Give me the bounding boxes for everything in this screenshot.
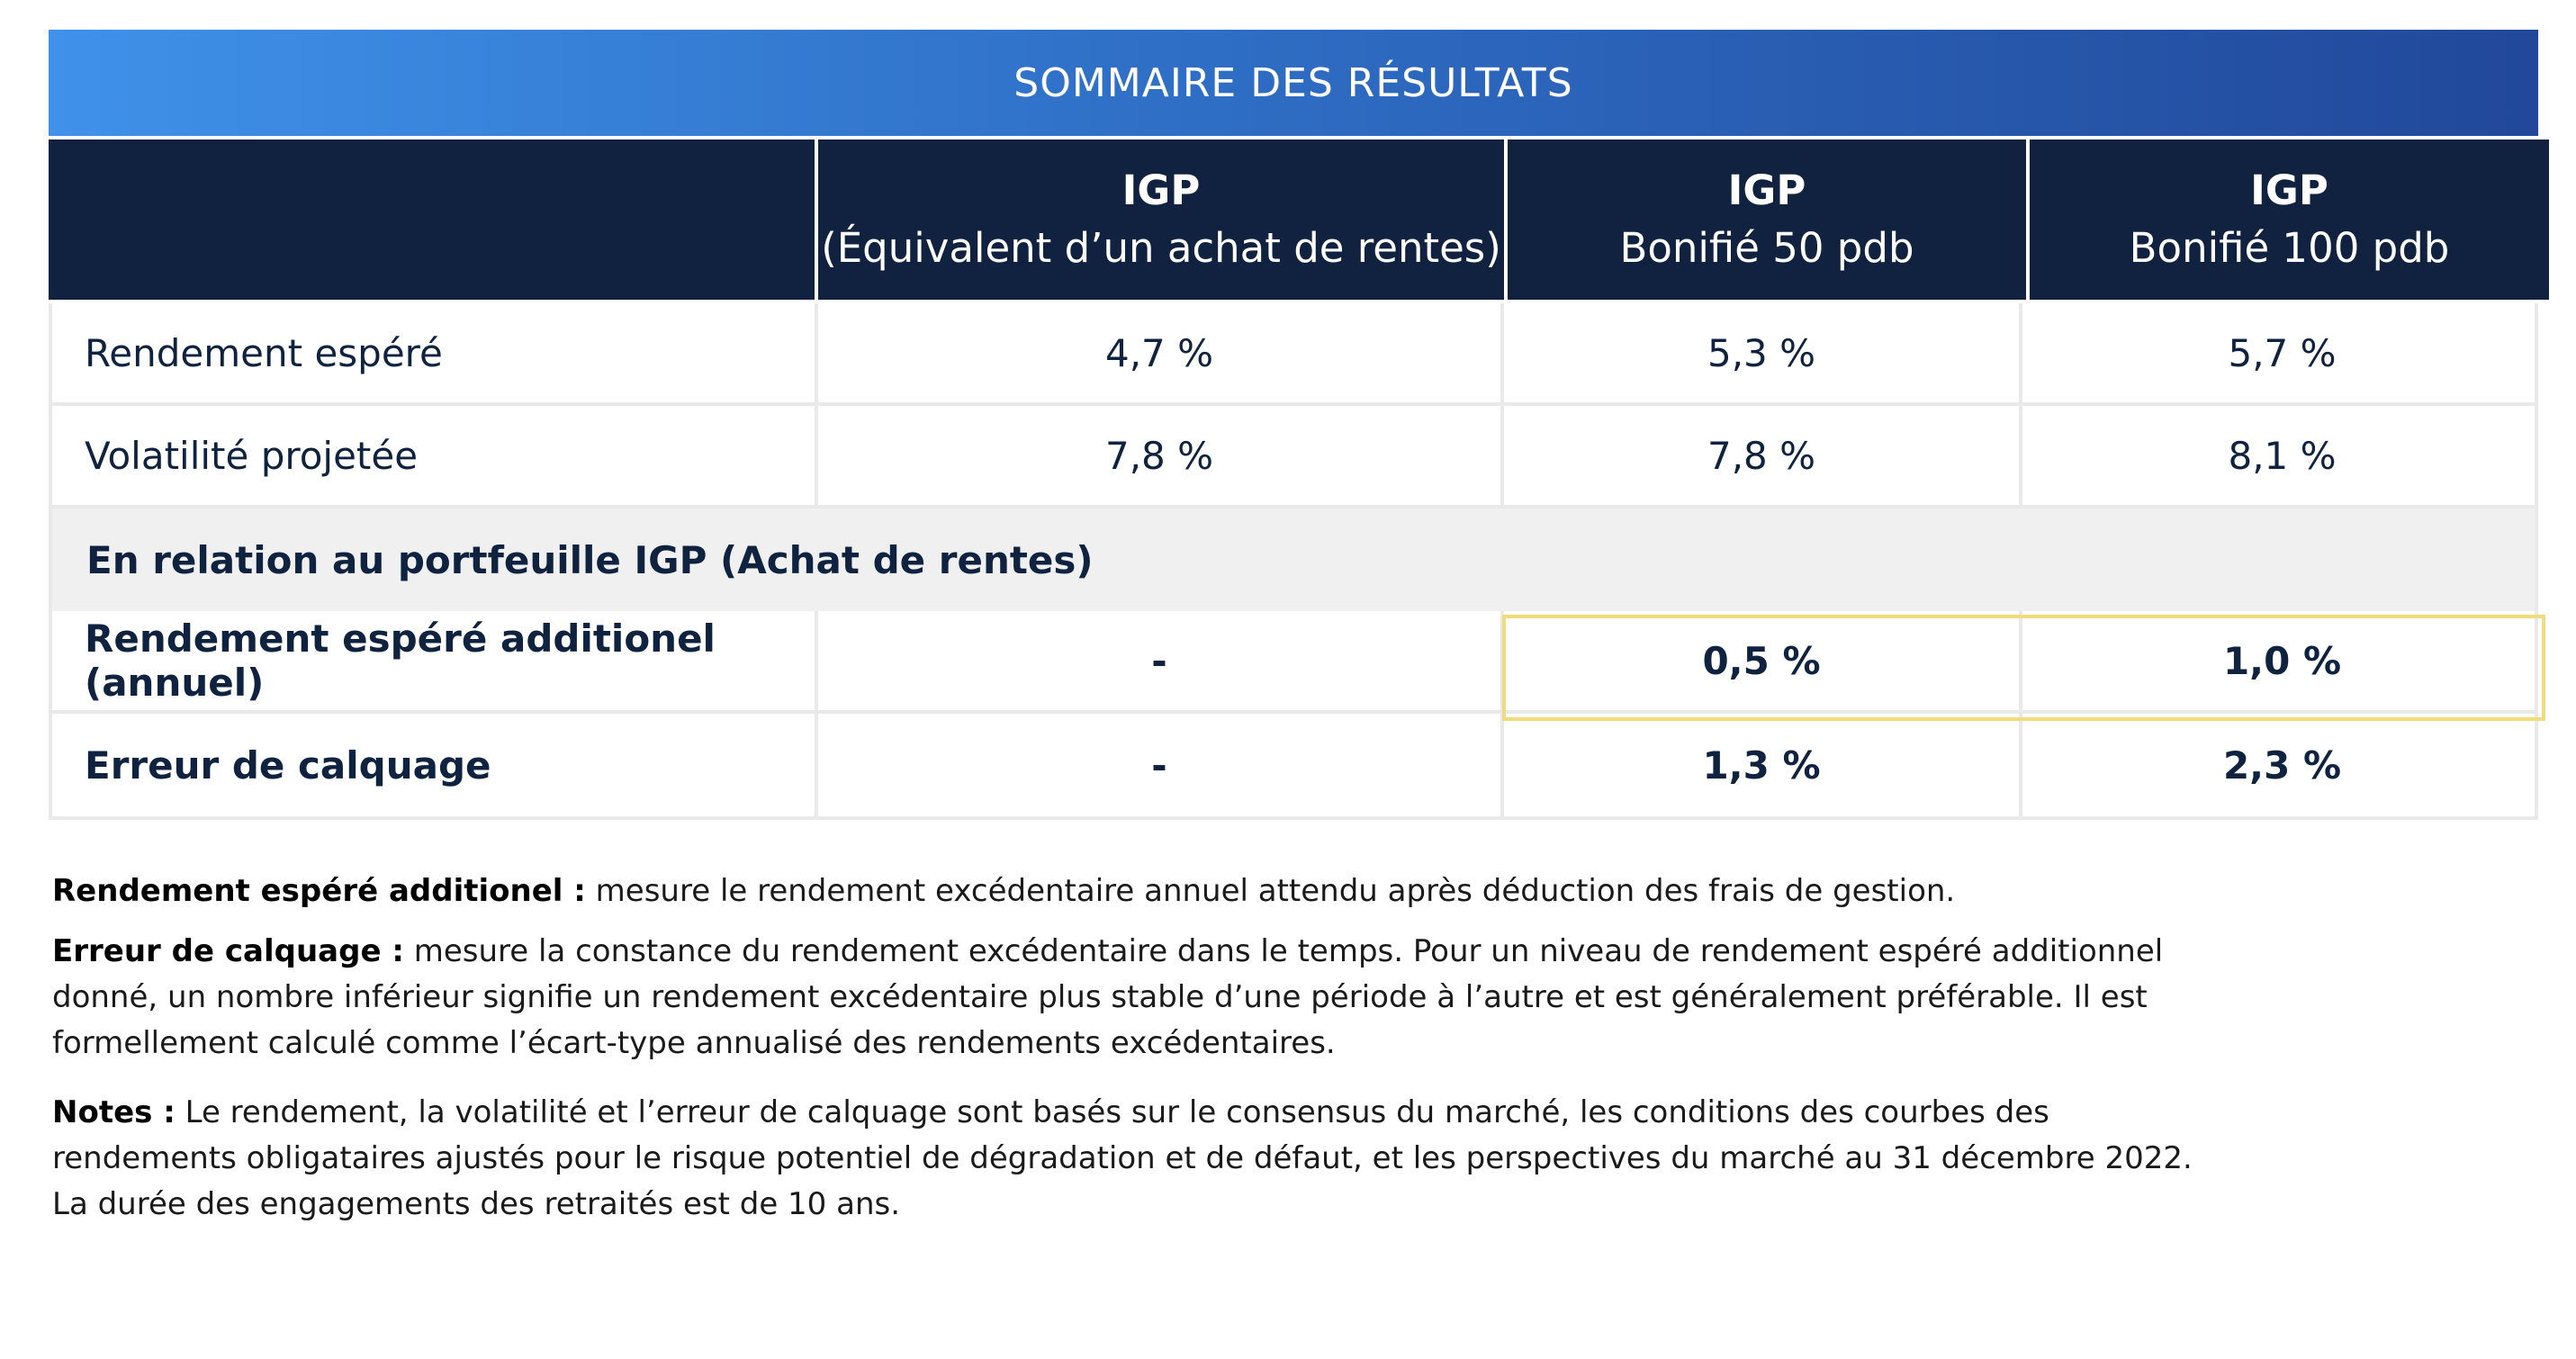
table-row-volatility [52, 406, 2535, 508]
table-row-additional-return [52, 611, 2535, 714]
table-cell: 5,7 % [2228, 330, 2337, 375]
table-row-expected-return [52, 303, 2535, 406]
table-cell: 2,3 % [2222, 742, 2342, 788]
header-cell-igp-100 [2030, 140, 2549, 300]
table-cell: 1,0 % [2222, 638, 2342, 683]
definition-additional-return [52, 868, 2212, 914]
table-cell: - [818, 611, 1504, 710]
definition-term: Erreur de calquage : [52, 933, 404, 969]
row-label: Rendement espéré additionel (annuel) [52, 611, 818, 710]
notes-text: Le rendement, la volatilité et l’erreur de calquage sont basés sur le consensus du marché, les conditions des courbes des rendements obligataires ajustés pour le risque potentiel de dégradation et de défaut, et les perspectives du marché au 31 décembre 2022. La durée des engagements des retraités est de 10 ans. [52, 1094, 2193, 1222]
definition-tracking-error [52, 929, 2212, 1066]
header-cell-empty [49, 140, 815, 300]
table-cell: 0,5 % [1504, 611, 2022, 710]
definition-text: mesure le rendement excédentaire annuel attendu après déduction des frais de gestion. [585, 873, 1956, 909]
table-cell: - [818, 714, 1504, 816]
table-cell: 8,1 % [2228, 433, 2337, 478]
header-cell-igp-50 [1508, 140, 2026, 300]
table-header-row [49, 140, 2538, 300]
row-label: Rendement espéré [52, 303, 818, 402]
header-subtitle: Bonifié 100 pdb [2129, 224, 2450, 272]
header-subtitle: Bonifié 50 pdb [1619, 224, 1914, 272]
results-table [49, 30, 2538, 820]
header-subtitle: (Équivalent d’un achat de rentes) [821, 224, 1501, 272]
header-title: IGP [2250, 166, 2328, 214]
definition-text: mesure la constance du rendement excédentaire dans le temps. Pour un niveau de rendement espéré additionnel donné, un nombre inférieur signifie un rendement excédentaire plus stable d’une période à l’autre et est généralement préférable. Il est formellement calculé comme l’écart-type annualisé des rendements excédentaires. [52, 933, 2164, 1061]
definition-term: Rendement espéré additionel : [52, 873, 586, 909]
section-heading-row: En relation au portfeuille IGP (Achat de rentes) [52, 508, 2535, 611]
notes-paragraph [52, 1090, 2212, 1228]
table-title: SOMMAIRE DES RÉSULTATS [49, 30, 2538, 136]
table-cell: 5,3 % [1504, 303, 2022, 402]
table-row-tracking-error [52, 714, 2535, 816]
table-cell: 4,7 % [818, 303, 1504, 402]
table-cell: 1,3 % [1504, 714, 2022, 816]
footnotes [52, 868, 2212, 1242]
table-cell: 7,8 % [1504, 406, 2022, 505]
table-body [49, 303, 2538, 820]
row-label: Erreur de calquage [52, 714, 818, 816]
notes-term: Notes : [52, 1094, 176, 1130]
header-cell-igp-annuity [818, 140, 1504, 300]
row-label: Volatilité projetée [52, 406, 818, 505]
table-cell: 7,8 % [818, 406, 1504, 505]
header-title: IGP [1727, 166, 1806, 214]
header-title: IGP [1121, 166, 1201, 214]
